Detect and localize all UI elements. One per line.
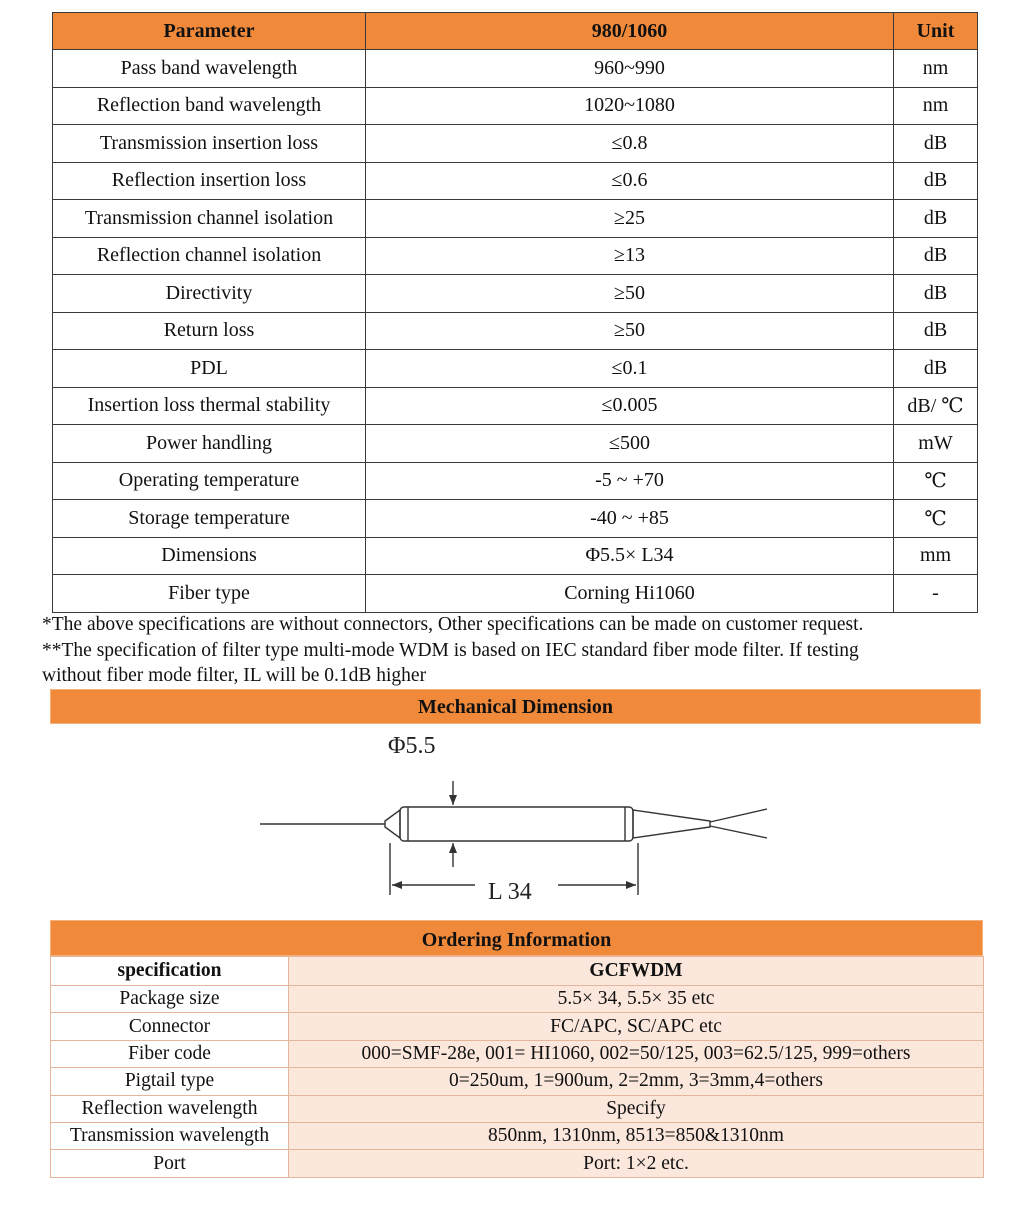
param-cell: Insertion loss thermal stability bbox=[53, 387, 366, 425]
param-cell: Pass band wavelength bbox=[53, 50, 366, 88]
value-cell: Corning Hi1060 bbox=[366, 575, 894, 613]
table-row bbox=[53, 237, 978, 275]
param-cell: Operating temperature bbox=[53, 462, 366, 500]
spec-label: specification bbox=[51, 957, 289, 986]
table-row bbox=[53, 87, 978, 125]
value-cell: ≤0.8 bbox=[366, 125, 894, 163]
param-cell: Fiber type bbox=[53, 575, 366, 613]
table-row bbox=[53, 275, 978, 313]
row-value: Port: 1×2 etc. bbox=[289, 1150, 984, 1177]
spec-note-2-line-2: without fiber mode filter, IL will be 0.1dB higher bbox=[42, 665, 427, 686]
ordering-information-title: Ordering Information bbox=[50, 920, 983, 956]
row-label: Transmission wavelength bbox=[51, 1122, 289, 1149]
arrowhead-up bbox=[449, 843, 457, 853]
unit-cell: mm bbox=[894, 537, 978, 575]
param-cell: Transmission insertion loss bbox=[53, 125, 366, 163]
spec-note-2-line-1: **The specification of filter type multi-mode WDM is based on IEC standard fiber mode filter. If testing bbox=[42, 640, 859, 661]
row-label: Port bbox=[51, 1150, 289, 1177]
row-label: Reflection wavelength bbox=[51, 1095, 289, 1122]
table-row bbox=[53, 462, 978, 500]
table-row bbox=[51, 1013, 984, 1040]
table-row bbox=[51, 1150, 984, 1177]
value-cell: ≥13 bbox=[366, 237, 894, 275]
param-cell: PDL bbox=[53, 350, 366, 388]
table-row bbox=[51, 1122, 984, 1149]
unit-cell: dB/ ℃ bbox=[894, 387, 978, 425]
arrowhead-left bbox=[392, 881, 402, 889]
unit-cell: dB bbox=[894, 350, 978, 388]
length-label: L 34 bbox=[488, 879, 532, 905]
row-label: Connector bbox=[51, 1013, 289, 1040]
table-row bbox=[51, 1068, 984, 1095]
spec-header-row bbox=[53, 13, 978, 50]
unit-cell: - bbox=[894, 575, 978, 613]
arrowhead-right bbox=[626, 881, 636, 889]
row-value: 000=SMF-28e, 001= HI1060, 002=50/125, 003=62.5/125, 999=others bbox=[289, 1040, 984, 1067]
param-cell: Return loss bbox=[53, 312, 366, 350]
value-cell: ≤0.6 bbox=[366, 162, 894, 200]
table-row bbox=[51, 1095, 984, 1122]
unit-cell: ℃ bbox=[894, 500, 978, 538]
table-row bbox=[53, 125, 978, 163]
value-cell: ≤0.005 bbox=[366, 387, 894, 425]
value-cell: ≥50 bbox=[366, 275, 894, 313]
unit-cell: mW bbox=[894, 425, 978, 463]
value-cell: ≤0.1 bbox=[366, 350, 894, 388]
param-cell: Directivity bbox=[53, 275, 366, 313]
table-row bbox=[53, 575, 978, 613]
table-row bbox=[53, 162, 978, 200]
unit-cell: ℃ bbox=[894, 462, 978, 500]
table-row bbox=[53, 387, 978, 425]
table-row bbox=[53, 425, 978, 463]
row-value: 850nm, 1310nm, 8513=850&1310nm bbox=[289, 1122, 984, 1149]
right-boot bbox=[633, 810, 710, 838]
row-label: Pigtail type bbox=[51, 1068, 289, 1095]
param-cell: Reflection insertion loss bbox=[53, 162, 366, 200]
left-boot bbox=[385, 810, 400, 838]
table-row bbox=[51, 986, 984, 1013]
model-code: GCFWDM bbox=[289, 957, 984, 986]
value-cell: ≥50 bbox=[366, 312, 894, 350]
row-label: Fiber code bbox=[51, 1040, 289, 1067]
unit-cell: dB bbox=[894, 237, 978, 275]
mechanical-dimension-title: Mechanical Dimension bbox=[50, 689, 981, 724]
unit-cell: nm bbox=[894, 50, 978, 88]
tube-body bbox=[400, 807, 633, 841]
diameter-label: Φ5.5 bbox=[388, 733, 436, 759]
value-cell: -40 ~ +85 bbox=[366, 500, 894, 538]
unit-cell: dB bbox=[894, 312, 978, 350]
param-cell: Power handling bbox=[53, 425, 366, 463]
table-row bbox=[53, 312, 978, 350]
unit-cell: dB bbox=[894, 125, 978, 163]
row-value: FC/APC, SC/APC etc bbox=[289, 1013, 984, 1040]
param-cell: Reflection band wavelength bbox=[53, 87, 366, 125]
row-value: Specify bbox=[289, 1095, 984, 1122]
value-cell: -5 ~ +70 bbox=[366, 462, 894, 500]
table-row bbox=[53, 200, 978, 238]
unit-cell: nm bbox=[894, 87, 978, 125]
param-cell: Dimensions bbox=[53, 537, 366, 575]
value-cell: 1020~1080 bbox=[366, 87, 894, 125]
param-cell: Transmission channel isolation bbox=[53, 200, 366, 238]
header-model: 980/1060 bbox=[366, 13, 894, 50]
param-cell: Storage temperature bbox=[53, 500, 366, 538]
value-cell: Φ5.5× L34 bbox=[366, 537, 894, 575]
unit-cell: dB bbox=[894, 275, 978, 313]
value-cell: 960~990 bbox=[366, 50, 894, 88]
ordering-table bbox=[50, 956, 984, 1178]
arrowhead-down bbox=[449, 795, 457, 805]
table-row bbox=[53, 500, 978, 538]
row-value: 0=250um, 1=900um, 2=2mm, 3=3mm,4=others bbox=[289, 1068, 984, 1095]
right-fiber-top bbox=[710, 809, 767, 822]
header-parameter: Parameter bbox=[53, 13, 366, 50]
row-label: Package size bbox=[51, 986, 289, 1013]
mechanical-drawing bbox=[250, 725, 780, 910]
table-row bbox=[53, 350, 978, 388]
spec-note-1: *The above specifications are without connectors, Other specifications can be made on customer request. bbox=[42, 614, 864, 635]
value-cell: ≥25 bbox=[366, 200, 894, 238]
value-cell: ≤500 bbox=[366, 425, 894, 463]
spec-table bbox=[52, 12, 978, 613]
right-fiber-bottom bbox=[710, 826, 767, 838]
unit-cell: dB bbox=[894, 162, 978, 200]
table-row bbox=[53, 537, 978, 575]
param-cell: Reflection channel isolation bbox=[53, 237, 366, 275]
ordering-header-row bbox=[51, 957, 984, 986]
header-unit: Unit bbox=[894, 13, 978, 50]
unit-cell: dB bbox=[894, 200, 978, 238]
row-value: 5.5× 34, 5.5× 35 etc bbox=[289, 986, 984, 1013]
table-row bbox=[51, 1040, 984, 1067]
table-row bbox=[53, 50, 978, 88]
